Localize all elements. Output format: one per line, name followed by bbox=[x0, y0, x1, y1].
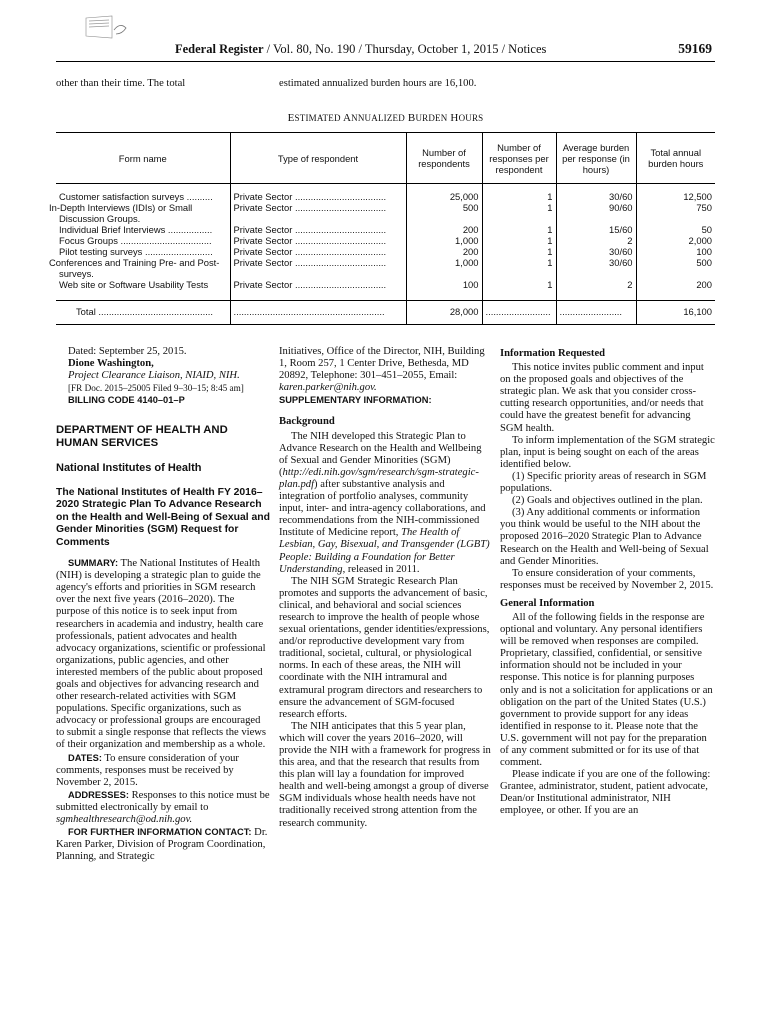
general-paragraph-2: Please indicate if you are one of the following: Grantee, administrator, student, patient advocate, Dean/or Institutional administrator, NIH employee, or other. If you are an bbox=[500, 769, 711, 817]
table-row: Customer satisfaction surveys .......... Private Sector ................................... 25,000 1 30/60 12,500 bbox=[56, 184, 715, 203]
intro-right-text: estimated annualized burden hours are 16,100. bbox=[279, 78, 477, 89]
fr-doc-line: [FR Doc. 2015–25005 Filed 9–30–15; 8:45 am] bbox=[68, 383, 244, 394]
header-average-burden: Average burden per response (in hours) bbox=[556, 133, 636, 184]
dates-paragraph: DATES: To ensure consideration of your comments, responses must be received by November 2, 2015. bbox=[56, 752, 239, 788]
info-paragraph-2: To inform implementation of the SGM strategic plan, input is being sought on each of the areas identified below. bbox=[500, 434, 715, 470]
column-3 bbox=[500, 346, 715, 818]
signer-title: Project Clearance Liaison, NIAID, NIH. bbox=[68, 370, 240, 382]
background-heading: Background bbox=[279, 416, 335, 428]
info-item-2: (2) Goals and objectives outlined in the plan. bbox=[512, 495, 703, 507]
table-title: ESTIMATED ANNUALIZED BURDEN HOURS bbox=[287, 112, 484, 124]
info-paragraph-3: To ensure consideration of your comments, responses must be received by November 2, 2015. bbox=[500, 567, 714, 591]
addresses-email: sgmhealthresearch@od.nih.gov. bbox=[56, 814, 193, 826]
info-item-1: (1) Specific priority areas of research in SGM populations. bbox=[500, 470, 707, 495]
table-header-row bbox=[56, 133, 715, 184]
page-number: 59169 bbox=[678, 41, 712, 56]
notice-title: The National Institutes of Health FY 2016–2020 Strategic Plan To Advance Research on the Health and Well-Being of Sexual and Gender Minorities (SGM) Request for Comments bbox=[56, 486, 270, 548]
info-item-3: (3) Any additional comments or information you think would be useful to the NIH about the proposed 2016–2020 Strategic Plan to Advance Research on the Health and Well-being of Sexual and Gender Minorities. bbox=[500, 507, 709, 567]
general-information-heading: General Information bbox=[500, 597, 595, 609]
journal-name: Federal Register bbox=[175, 42, 264, 56]
strategic-plan-url: http://edi.nih.gov/sgm/research/sgm-strategic-plan.pdf bbox=[279, 466, 479, 490]
column-2 bbox=[279, 346, 491, 830]
background-paragraph-3: The NIH anticipates that this 5 year plan, which will cover the years 2016–2020, will provide the NIH with a framework for progress in this area, and that the research that results from this plan will lay a foundation for improved health and well-being amongst a group of diverse SGM individuals whose health needs have not traditionally received strong attention from the research community. bbox=[279, 720, 491, 829]
summary-paragraph: SUMMARY: The National Institutes of Health (NIH) is developing a strategic plan to guide the agency's efforts and priorities in SGM research over the next five years (2016–2020). The purpose of this notice is to seek input from researchers in academia and industry, health care professionals, patient advocates and health advocacy organizations, scientific or professional organizations, public agencies, and other interested members of the public about proposed goals and objectives for advancing research and other research-related activities with SGM populations. Specific organizations, such as advocacy or professional groups are encouraged to submit a single response that reflects the views of their organization and membership as a whole. bbox=[56, 558, 267, 751]
table-row: Web site or Software Usability Tests Private Sector ................................... 100 1 2 200 bbox=[56, 279, 715, 301]
table-row: Individual Brief Interviews ................. Private Sector ................................... 200 1 15/60 50 bbox=[56, 224, 715, 235]
table-row: In-Depth Interviews (IDIs) or Small Discussion Groups. Private Sector ................................... 500 1 90/60 750 bbox=[49, 202, 712, 224]
column-1 bbox=[56, 346, 270, 863]
header-rule bbox=[56, 61, 715, 62]
info-paragraph-1: This notice invites public comment and input on the proposed goals and objectives of the strategic plan. We ask that you consider cross-cutting research opportunities, and/or needs that could have the greatest benefit for advancing SGM health. bbox=[500, 362, 704, 434]
iom-report-title: The Health of Lesbian, Gay, Bisexual, and Transgender (LGBT) People: Building a Foundation for Better Understanding bbox=[279, 527, 490, 575]
general-paragraph-1: All of the following fields in the response are optional and voluntary. Any personal identifiers will be removed when responses are compiled. Proprietary, classified, confidential, or sensitive information should not be included in your response. This notice is for planning purposes only and is not a solicitation for applications or an obligation on the part of the United States (U.S.) government to provide support for any ideas identified in response to it. Please note that the U.S. government will not pay for the preparation of any comment submitted or for its use of that comment. bbox=[500, 611, 713, 769]
agency-heading: DEPARTMENT OF HEALTH AND HUMAN SERVICES bbox=[56, 424, 228, 450]
intro-left-text: other than their time. The total bbox=[56, 78, 186, 89]
information-requested-heading: Information Requested bbox=[500, 348, 606, 359]
header-citation: / Vol. 80, No. 190 / Thursday, October 1, 2015 / Notices bbox=[263, 42, 547, 56]
billing-code: BILLING CODE 4140–01–P bbox=[68, 395, 185, 406]
header-number-of-respondents: Number of respondents bbox=[406, 133, 482, 184]
table-row: Pilot testing surveys .......................... Private Sector ................................... 200 1 30/60 100 bbox=[56, 246, 715, 257]
header-responses-per-respondent: Number of responses per respondent bbox=[482, 133, 556, 184]
signer-name: Dione Washington, bbox=[68, 358, 154, 370]
gpo-authenticated-logo bbox=[82, 12, 130, 42]
contact-paragraph: FOR FURTHER INFORMATION CONTACT: Dr. Karen Parker, Division of Program Coordination, Planning, and Strategic bbox=[56, 827, 268, 863]
table-row: Conferences and Training Pre- and Post-surveys. Private Sector ................................... 1,000 1 30/60 500 bbox=[49, 257, 712, 279]
dated-line: Dated: September 25, 2015. bbox=[68, 346, 187, 357]
subagency-heading: National Institutes of Health bbox=[56, 462, 202, 475]
contact-email: karen.parker@nih.gov. bbox=[279, 382, 377, 394]
table-total-row: Total ............................................ .......................................................... 28,000 ......................... ........................ 16,100 bbox=[56, 301, 715, 325]
addresses-paragraph: ADDRESSES: Responses to this notice must be submitted electronically by email to sgmhealthresearch@od.nih.gov. bbox=[56, 789, 270, 826]
header-type-of-respondent: Type of respondent bbox=[230, 133, 406, 184]
running-header bbox=[175, 42, 720, 57]
contact-continued: Initiatives, Office of the Director, NIH, Building 1, Room 257, 1 Center Drive, Bethesda, MD 20892, Telephone: 301–451–2055, Email: karen.parker@nih.gov. bbox=[279, 346, 485, 394]
table-row: Focus Groups ................................... Private Sector ................................... 1,000 1 2 2,000 bbox=[56, 235, 715, 246]
header-total-burden-hours: Total annual burden hours bbox=[636, 133, 715, 184]
supplementary-label: SUPPLEMENTARY INFORMATION: bbox=[279, 395, 432, 406]
header-form-name: Form name bbox=[56, 133, 230, 184]
background-paragraph-1: The NIH developed this Strategic Plan to Advance Research on the Health and Wellbeing of Sexual and Gender Minorities (SGM) (http://edi.nih.gov/sgm/research/sgm-strategic-plan.pdf) after substantive analysis and integration of portfolio analyses, community input, inter- and intra-agency collaborations, and recommendations from the NIH-commissioned Institute of Medicine report, The Health of Lesbian, Gay, Bisexual, and Transgender (LGBT) People: Building a Foundation for Better Understanding, released in 2011. bbox=[279, 430, 490, 575]
background-paragraph-2: The NIH SGM Strategic Research Plan promotes and supports the advancement of basic, clinical, and behavioral and social sciences research to improve the health of people whose sexual orientations, gender identities/expressions, and/or reproductive development vary from traditional, societal, cultural, or physiological norms. In each of these areas, the NIH will coordinate with the NIH intramural and extramural program directors and researchers to ensure the advancement of SGM-focused research efforts. bbox=[279, 575, 490, 720]
burden-hours-table bbox=[49, 132, 715, 325]
